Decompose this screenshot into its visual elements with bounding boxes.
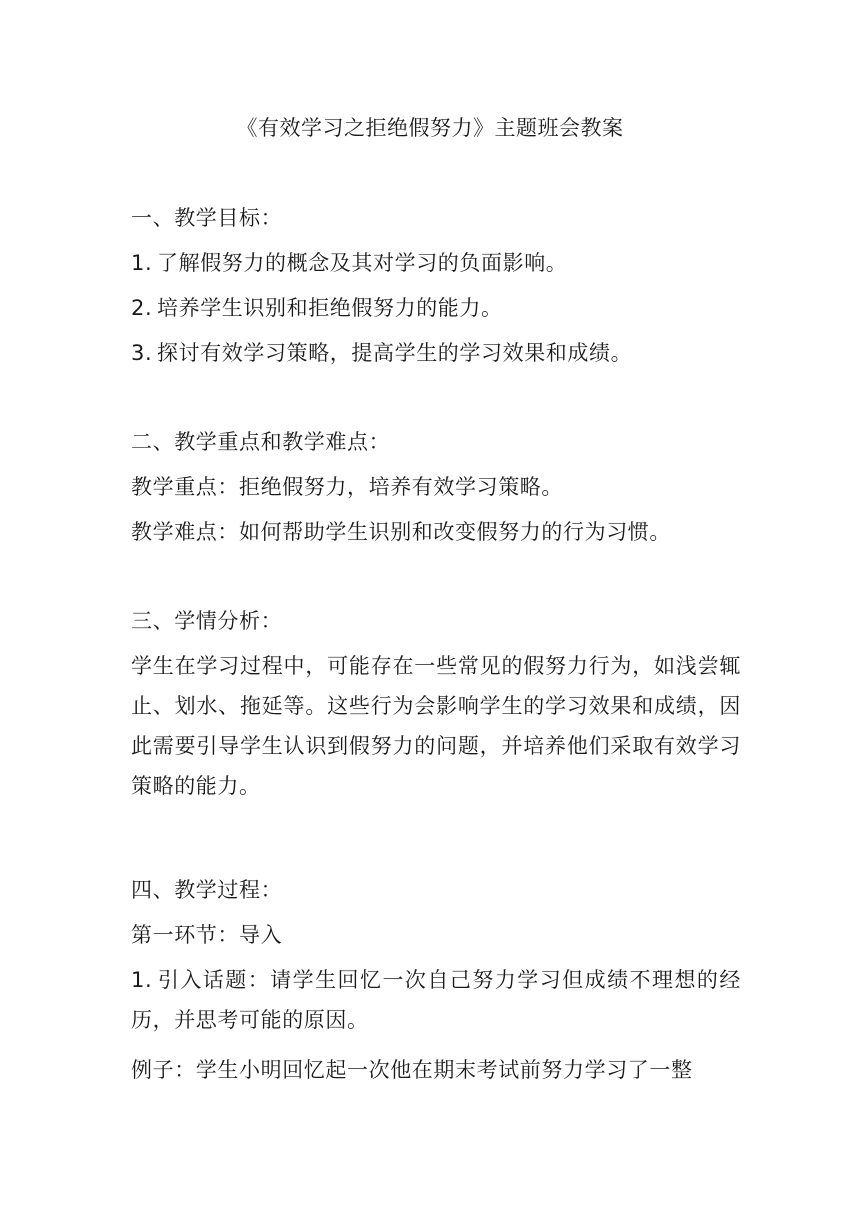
- objective-text: 培养学生识别和拒绝假努力的能力。: [157, 296, 503, 320]
- section-heading-objectives: 一、教学目标：: [131, 206, 283, 230]
- teaching-difficulty: 教学难点：如何帮助学生识别和改变假努力的行为习惯。: [131, 520, 671, 544]
- teaching-focus: 教学重点：拒绝假努力，培养有效学习策略。: [131, 475, 563, 499]
- objective-item-3: [131, 337, 741, 369]
- process-item-1: [131, 960, 741, 1040]
- objective-item-2: [131, 292, 741, 324]
- analysis-paragraph: 学生在学习过程中，可能存在一些常见的假努力行为，如浅尝辄止、划水、拖延等。这些行为会影响学生的学习效果和成绩，因此需要引导学生认识到假努力的问题，并培养他们采取有效学习策略的能力。: [131, 654, 741, 798]
- document-title: 《有效学习之拒绝假努力》主题班会教案: [236, 116, 624, 140]
- objective-item-1: [131, 247, 741, 279]
- section-heading-analysis: 三、学情分析：: [131, 609, 283, 633]
- objective-number: 2.: [131, 296, 153, 320]
- process-item-number: 1.: [131, 968, 153, 992]
- objective-text: 探讨有效学习策略，提高学生的学习效果和成绩。: [157, 341, 633, 365]
- process-stage-title: 第一环节：导入: [131, 923, 283, 947]
- objective-number: 3.: [131, 341, 153, 365]
- process-item-text: 引入话题：请学生回忆一次自己努力学习但成绩不理想的经历，并思考可能的原因。: [131, 968, 741, 1032]
- section-heading-process: 四、教学过程：: [131, 878, 283, 902]
- process-example: 例子：学生小明回忆起一次他在期末考试前努力学习了一整: [131, 1058, 693, 1082]
- objective-number: 1.: [131, 251, 153, 275]
- objective-text: 了解假努力的概念及其对学习的负面影响。: [157, 251, 568, 275]
- section-heading-key-points: 二、教学重点和教学难点：: [131, 430, 391, 454]
